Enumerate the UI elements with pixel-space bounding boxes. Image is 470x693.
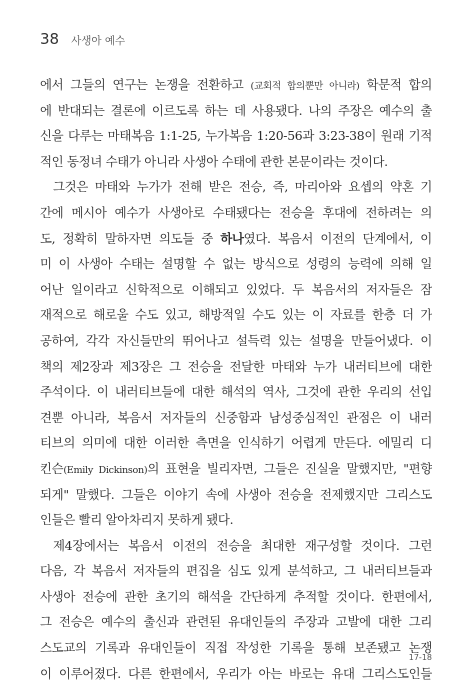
text-line: 인들은 빨리 알아차리지 못하게 됐다. bbox=[40, 512, 234, 528]
text-line: 책의 제2장과 제3장은 그 전승을 전달한 마태와 누가 내러티브에 대한 bbox=[40, 358, 432, 374]
text-line: 그것은 마태와 누가가 전해 받은 전승, 즉, 마리아와 요셉의 약혼 기 bbox=[53, 179, 432, 195]
text-line: 에 반대되는 결론에 이르도록 하는 데 사용됐다. 나의 주장은 예수의 출 bbox=[40, 102, 432, 118]
text-line: 재적으로 해로울 수도 있고, 해방적일 수도 있는 이 자료를 한층 더 가 bbox=[40, 307, 432, 323]
text-line: 도, 정확히 말하자면 의도들 중 하나였다. 복음서 이전의 단계에서, 이 bbox=[40, 230, 432, 246]
text-line: 주석이다. 이 내러티브들에 대한 해석의 역사, 그것에 관한 우리의 선입 bbox=[40, 384, 432, 400]
text-line: 에서 그들의 연구는 논쟁을 전환하고 (교회적 합의뿐만 아니라) 학문적 합의 bbox=[40, 77, 432, 92]
text-line: 스도교의 기록과 유대인들이 직접 작성한 기록을 통해 보존됐고 논쟁 bbox=[40, 640, 432, 656]
page-number: 38 bbox=[40, 30, 60, 48]
text-line: 제4장에서는 복음서 이전의 전승을 최대한 재구성할 것이다. 그런 bbox=[53, 537, 432, 553]
text-line: 티브의 의미에 대한 이러한 측면을 인식하기 어렵게 만든다. 에밀리 디 bbox=[40, 435, 432, 451]
text-line: 이 이루어졌다. 다른 한편에서, 우리가 아는 바로는 유대 그리스도인들 bbox=[40, 665, 432, 681]
text-line: 되게" 말했다. 그들은 이야기 속에 사생아 전승을 전제했지만 그리스도 bbox=[40, 486, 432, 502]
footnote-page-range: 17-18 bbox=[408, 653, 432, 662]
text-line: 견뿐 아니라, 복음서 저자들의 신중함과 남성중심적인 관점은 이 내러 bbox=[40, 409, 432, 425]
text-line: 신을 다루는 마태복음 1:1-25, 누가복음 1:20-56과 3:23-38이 원래 기적 bbox=[40, 128, 432, 144]
text-line: 미 이 사생아 수태는 설명할 수 없는 방식으로 성령의 능력에 의해 일 bbox=[40, 256, 432, 272]
text-line: 적인 동정녀 수태가 아니라 사생아 수태에 관한 본문이라는 것이다. bbox=[40, 153, 388, 169]
text-line: 그 전승은 예수의 출신과 관련된 유대인들의 주장과 고발에 대한 그리 bbox=[40, 614, 432, 630]
parenthetical-note: (Emily Dickinson) bbox=[63, 464, 148, 476]
text-line: 공하여, 각각 자신들만의 뛰어나고 설득력 있는 설명을 만들어냈다. 이 bbox=[40, 332, 432, 348]
running-title: 사생아 예수 bbox=[71, 35, 126, 47]
text-line: 어난 일이라고 신학적으로 이해되고 있었다. 두 복음서의 저자들은 잠 bbox=[40, 281, 432, 297]
page-header bbox=[40, 30, 125, 48]
parenthetical-note: (교회적 합의뿐만 아니라) bbox=[250, 81, 360, 92]
text-line: 킨슨(Emily Dickinson)의 표현을 빌리자면, 그들은 진실을 말했지만, "편향 bbox=[40, 460, 432, 476]
text-line: 사생아 전승에 관한 초기의 해석을 간단하게 추적할 것이다. 한편에서, bbox=[40, 588, 432, 604]
text-line: 간에 메시아 예수가 사생아로 수태됐다는 전승을 후대에 전하려는 의 bbox=[40, 204, 432, 220]
text-line: 다음, 각 복음서 저자들의 편집을 심도 있게 분석하고, 그 내러티브들과 bbox=[40, 563, 432, 579]
emphasis-text: 하나 bbox=[220, 230, 244, 246]
body-text bbox=[40, 72, 432, 686]
